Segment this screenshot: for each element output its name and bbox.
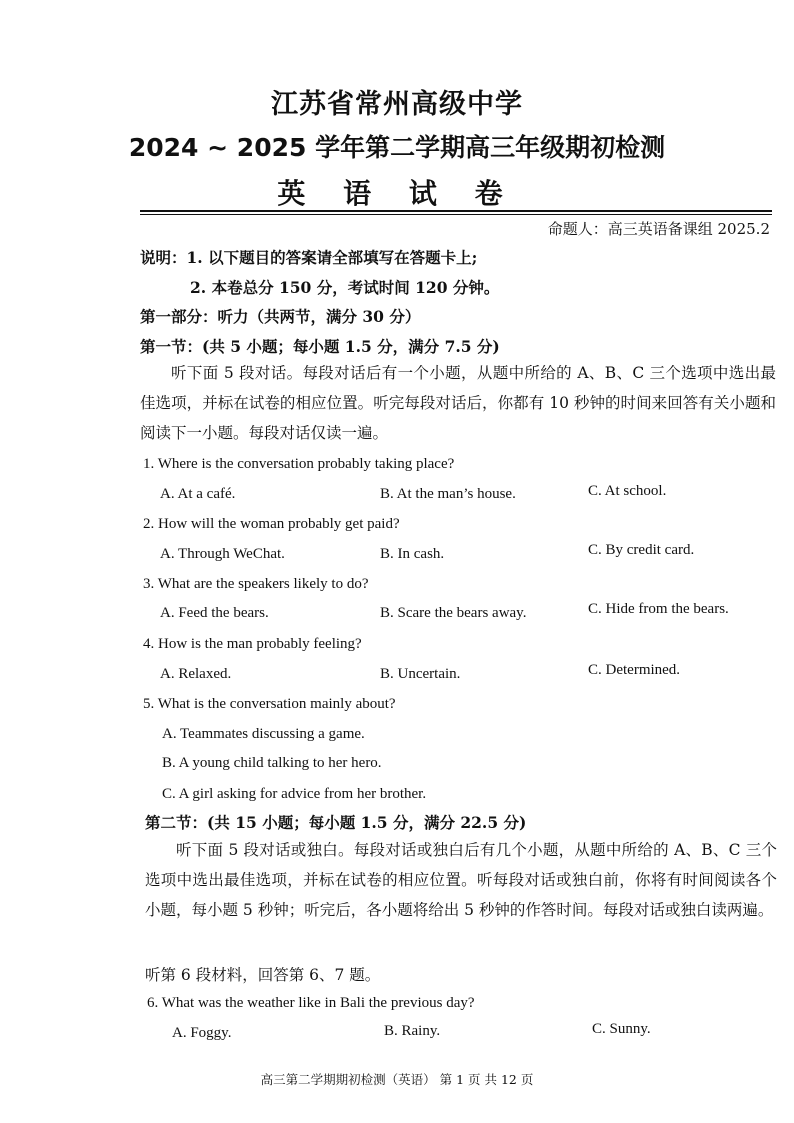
option-a: A. Foggy. (172, 1025, 232, 1041)
option-b: B. Scare the bears away. (380, 605, 527, 621)
option-a: A. Feed the bears. (160, 605, 269, 621)
section1-heading: 第一节：(共 5 小题；每小题 1.5 分，满分 7.5 分) (140, 337, 500, 356)
question-stem: 3. What are the speakers likely to do? (143, 576, 369, 592)
question-stem: 4. How is the man probably feeling? (143, 636, 362, 652)
header-rule-thin (140, 214, 772, 215)
header-rule-thick (140, 210, 772, 212)
section2-heading: 第二节：(共 15 小题；每小题 1.5 分，满分 22.5 分) (145, 813, 527, 832)
option-b: B. Uncertain. (380, 666, 461, 682)
option-b: B. In cash. (380, 546, 445, 562)
author-line: 命题人：高三英语备课组 2025.2 (547, 220, 770, 238)
page-footer: 高三第二学期期初检测（英语） 第 1 页 共 12 页 (260, 1072, 534, 1087)
option-a: A. Relaxed. (160, 666, 232, 682)
option-b: B. At the man’s house. (380, 486, 516, 502)
option-a: A. At a café. (160, 486, 236, 502)
option-c: C. At school. (588, 483, 667, 499)
option-a: A. Through WeChat. (160, 546, 285, 562)
option-c: C. A girl asking for advice from her brother. (162, 786, 427, 802)
section2-directions: 听下面 5 段对话或独白。每段对话或独白后有几个小题，从题中所给的 A、B、C 三个选项中选出最佳选项，并标在试卷的相应位置。听每段对话或独白前，你将有时间阅读各个小题，每小题 5 秒钟；听完后，各小题将给出 5 秒钟的作答时间。每段对话或独白读两遍。 (145, 841, 777, 919)
question-stem: 2. How will the woman probably get paid? (143, 516, 400, 532)
subject-title: 英 语 试 卷 (277, 177, 517, 210)
question-stem: 1. Where is the conversation probably taking place? (143, 456, 455, 472)
option-c: C. By credit card. (588, 542, 695, 558)
question-stem: 6. What was the weather like in Bali the previous day? (147, 995, 475, 1011)
part1-heading: 第一部分：听力（共两节，满分 30 分） (140, 307, 421, 326)
material-6-instruction: 听第 6 段材料，回答第 6、7 题。 (145, 966, 381, 984)
option-c: C. Hide from the bears. (588, 601, 729, 617)
exam-title: 2024 ~ 2025 学年第二学期高三年级期初检测 (128, 133, 666, 162)
school-name: 江苏省常州高级中学 (271, 89, 523, 120)
option-a: A. Teammates discussing a game. (162, 726, 365, 742)
instructions-line-2: 2. 本卷总分 150 分，考试时间 120 分钟。 (190, 278, 500, 297)
section1-directions: 听下面 5 段对话。每段对话后有一个小题，从题中所给的 A、B、C 三个选项中选出最佳选项，并标在试卷的相应位置。听完每段对话后，你都有 10 秒钟的时间来回答有关小题和阅读下一小题。每段对话仅读一遍。 (140, 364, 776, 442)
instructions-line-1: 说明：1. 以下题目的答案请全部填写在答题卡上; (140, 248, 478, 267)
option-b: B. Rainy. (384, 1023, 441, 1039)
option-c: C. Sunny. (592, 1021, 651, 1037)
option-b: B. A young child talking to her hero. (162, 755, 382, 771)
question-stem: 5. What is the conversation mainly about? (143, 696, 396, 712)
option-c: C. Determined. (588, 662, 681, 678)
